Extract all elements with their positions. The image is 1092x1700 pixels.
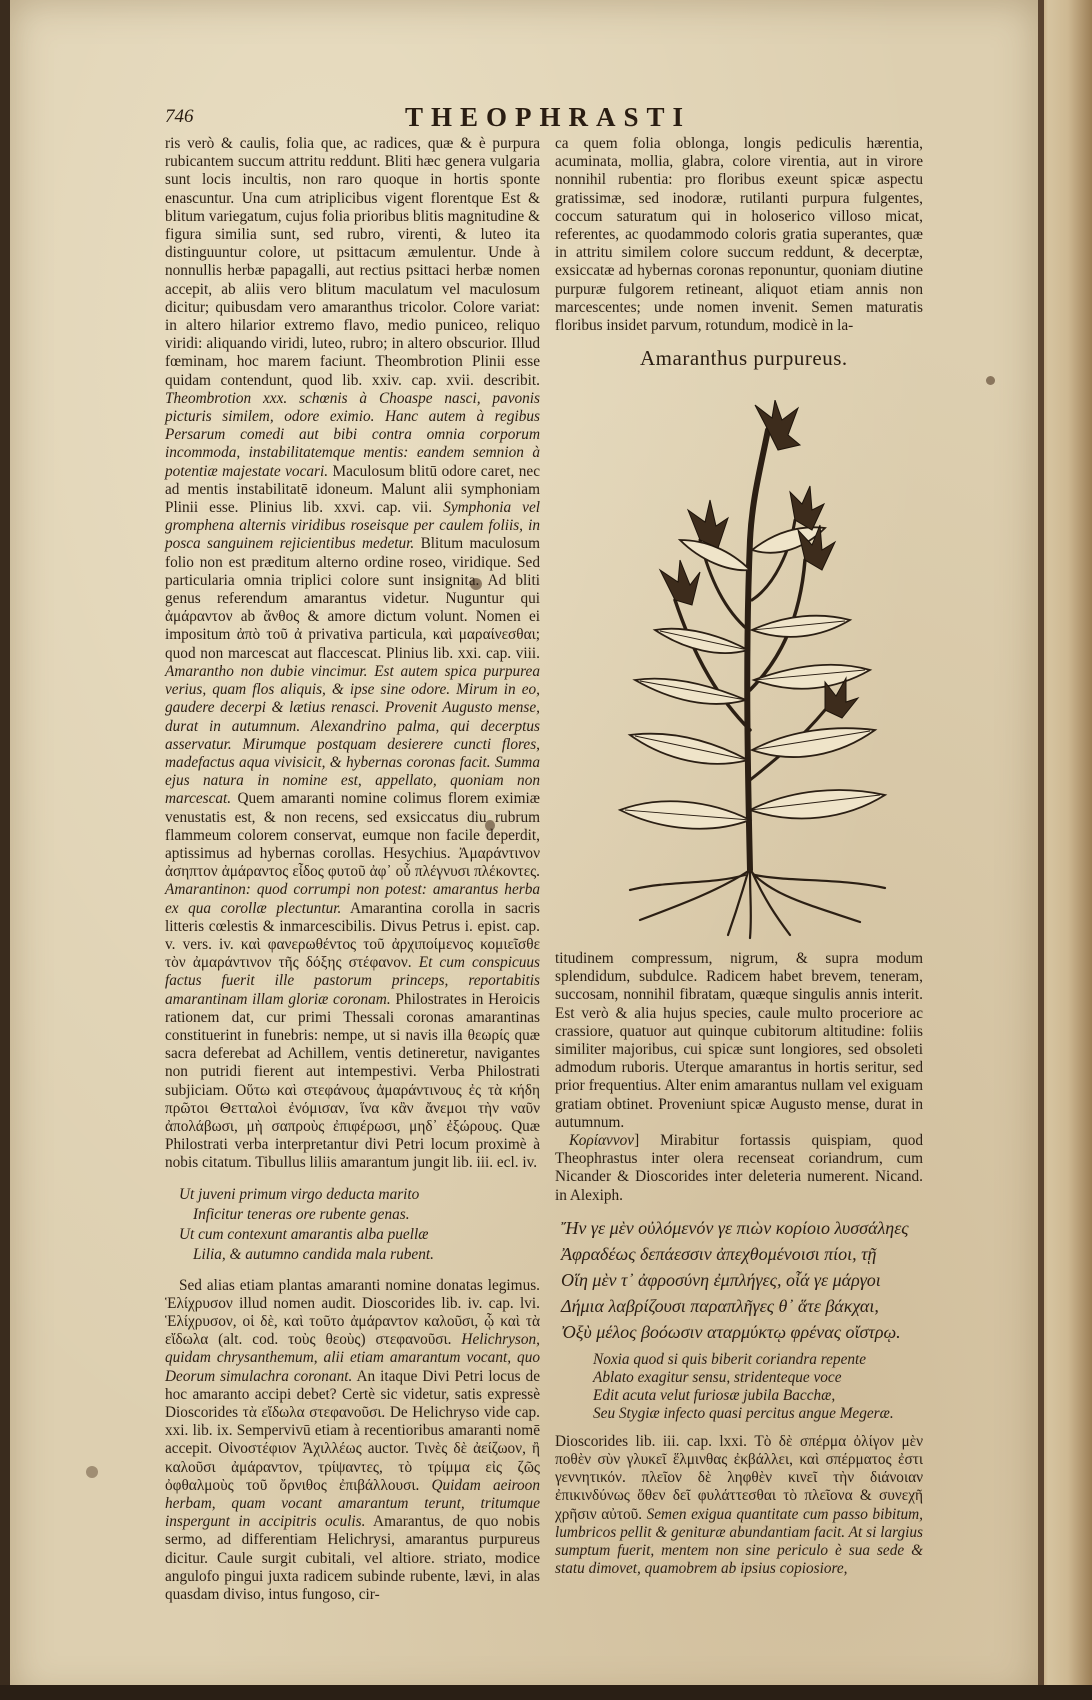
running-title: THEOPHRASTI — [405, 102, 692, 132]
quotation-italic: Symphonia vel gromphena alternis viridibus roseisque per caulem foliis, in posca sanguinem rejicientibus medetur. — [165, 499, 541, 553]
quotation-italic: Amarantho non dubie vincimur. Est autem spica purpurea verius, quam flos aliquis, & ipse sine odore. Mirum in eo, gaudere decerpi & lætius renasci. Provenit Augusto mense, durat in autumnum. Alexandrino palma, qui decerptus asservatur. Mirumque postquam desierere cuncti flores, madefactus aqua vivisicit, & hybernas coronas facit. Summa ejus natura in nomine est, appellato, quoniam non marcescat. — [165, 662, 540, 808]
left-column — [165, 135, 540, 1604]
poem-line: Inficitur teneras ore rubente genas. — [193, 1205, 410, 1223]
latin-verse-translation — [593, 1351, 923, 1423]
poem-line: Lilia, & autumno candida mala rubent. — [193, 1245, 434, 1263]
verse-line: Edit acuta velut furiosæ jubila Bacchæ, — [593, 1386, 836, 1404]
paragraph: Sed alias etiam plantas amaranti nomine donatas legimus. Ἑλίχρυσον illud nomen audit. Dioscorides lib. iv. cap. lvi. Ἑλίχρυσον, οἱ δὲ, καὶ τοῦτο ἀμάραντον καλοῦσι, ᾧ καὶ τὰ εἴδωλα (alt. cod. τοὺς θεοὺς) στεφανοῦσι. — [165, 1276, 540, 1349]
quotation-italic: Semen exigua quantitate cum passo bibitum, lumbricos pellit & genituræ abundantiam facit. At si largius sumptum fuerit, mentem non sine periculo è sua sede & statu dimovet, quamobrem ab ipsius copiosiore, — [555, 1505, 923, 1578]
poem-line: Ut juveni primum virgo deducta marito — [179, 1185, 420, 1203]
quotation-italic: Helichryson, quidam chrysanthemum, alii etiam amarantum vocant, quo Deorum simulachra coronant. — [165, 1331, 540, 1385]
paragraph: Dioscorides lib. iii. cap. lxxi. Τὸ δὲ σπέρμα ὀλίγον μὲν ποθὲν σὺν γλυκεῖ ἕλμινθας ἐκβάλλει, καὶ σπέρματος ἐστι γεννητικόν. πλεῖον δὲ ληφθὲν κινεῖ τὴν διάνοιαν ἐπικινδύνως ὅθεν δεῖ φυλάττεσθαι τὸ πλεῖονα & συνεχῆ χρῆσιν αὐτοῦ. — [555, 1432, 923, 1523]
paragraph: ] Mirabitur fortassis quispiam, quod Theophrastus inter olera recenseat coriandrum, cum Nicander & Dioscorides inter deleteria numerent. Nicand. in Alexiph. — [555, 1132, 923, 1204]
ink-blot — [986, 376, 995, 385]
quotation-italic: Quidam aeiroon herbam, quam vocant amarantum terunt, tritumque inspergunt in accipitris oculis. — [165, 1476, 540, 1531]
verse-line: Ἤν γε μὲν οὐλόμενόν γε πιὼν κορίοιο λυσσάληες — [561, 1217, 909, 1238]
paragraph: Quem amaranti nomine colimus florem eximiæ venustatis est, & non recens, sed exsiccatus diu rubrum flammeum colorem conservat, eumque non facile deperdit, aptissimus ad hybernas corollas. Hesychius. Ἀμαράντινον ἀσηπτον ἀμάραντος εἶδος φυτοῦ ἀφ᾽ οὗ πλέγνυσι πλέκοντες. — [165, 790, 540, 881]
paragraph: Blitum maculosum folio non est præditum alterno ordine roseo, viridique. Sed particularia omnia triplici colore sunt insignita. Ad bliti genus referendum amarantus videtur. Nuguntur qui ἀμάραντον ab ἄνθος & amore dictum volunt. Nomen ei impositum ἀπὸ τοῦ ἀ privativa particula, καὶ μαραίνεσθαι; quod non marcescat aut flaccescat. Plinius lib. xxi. cap. viii. — [165, 535, 540, 662]
verse-line: Ablato exagitur sensu, stridenteque voce — [593, 1368, 842, 1386]
verse-line: Οἵη μὲν τ᾽ ἀφροσύνη ἐμπλήγες, οἷά γε μάργοι — [561, 1269, 881, 1290]
paragraph: ca quem folia oblonga, longis pediculis hærentia, acuminata, mollia, glabra, colore virentia, aut in virore nonnihil rubentia: pro floribus exeunt spicæ aspectu gratissimæ, sed inodoræ, rutilanti purpura fulgentes, coccum saturatum qui in holoserico villoso micat, referentes, ac quodammodo coloris gratia superantes, quæ in attritu similem colore succum reddunt, & decerptæ, exsiccatæ ad hybernas coronas reponuntur, quoniam diutine purpuræ fulgorem retineant, aliquot etiam annis non marcescentes; unde nomen invenit. Semen maturatis floribus insidet parvum, rotundum, modicè in la- — [555, 135, 923, 335]
right-column-top — [555, 135, 923, 335]
paragraph: ris verò & caulis, folia que, ac radices, quæ & è purpura rubicantem succum attritu reddunt. Bliti hæc genera vulgaria sunt locis incultis, non raro quoque in hortis sponte enascuntur. Una cum atriplicibus vigent florentque Est & blitum variegatum, cujus folia prioribus blitis magnitudine & figura similia sunt, sed rubro, virenti, & luteo ita distinguuntur colore, ut psittacum æmulentur. Unde à nonnullis herbæ papagalli, aut rectius psittaci herbæ nomen accepit, ab aliis vero blitum maculatum vel maculosum dicitur; quibusdam vero amaranthus tricolor. Colore variat: in altero hilarior extremo flavo, medio puniceo, reliquo viridi: aliquando viridi, luteo, rubro; in altero obscurior. Illud fœminam, hoc marem faciunt. Theombrotion Plinii esse quidam contendunt, quod lib. xxiv. cap. xvii. describit. — [165, 135, 540, 389]
verse-line: Noxia quod si quis biberit coriandra repente — [593, 1350, 867, 1368]
verse-line: Ὀξὺ μέλος βοόωσιν αταρμύκτῳ φρένας οἴστρῳ. — [561, 1321, 901, 1342]
tibullus-poem — [179, 1185, 540, 1265]
quotation-italic: Et cum conspicuus factus fuerit ille pastorum princeps, reportabitis amarantinam illam gloriæ coronam. — [165, 954, 540, 1008]
quotation-italic: Amarantinon: quod corrumpi non potest: amarantus herba ex qua corollæ plectuntur. — [165, 881, 540, 917]
verse-line: Δήμια λαβρίζουσι παραπλῆγες θ᾽ ἅτε βάκχαι, — [561, 1295, 879, 1316]
paragraph: titudinem compressum, nigrum, & supra modum splendidum, subdulce. Radicem habet brevem, teneram, succosam, nonnihil fibratam, quæque singulis annis interit. Est verò & alia hujus species, caule multo proceriore ac crassiore, quatuor aut quinque cubitorum altitudine: foliis similiter majoribus, cui spicæ sunt longiores, sed obsoleti admodum ruboris. Uterque amarantus in hortis seritur, sed prior frequentius. Alter enim amarantus nullam vel exiguam gratiam obtinet. Proveniunt spicæ Augusto mense, durat in autumnum. — [555, 950, 923, 1131]
verse-line: Seu Stygiæ infecto quasi percitus angue Megeræ. — [593, 1404, 894, 1422]
poem-line: Ut cum contexunt amarantis alba puellæ — [179, 1225, 429, 1243]
nicander-greek-verse — [561, 1215, 923, 1345]
amaranth-woodcut-illustration — [600, 400, 910, 940]
lemma-greek: Κορίαννον — [569, 1132, 635, 1150]
paragraph: An itaque Divi Petri locus de hoc amaranto accipi debet? Certè sic videtur, satis expressè Dioscorides τὰ εἴδωλα στεφανοῦσι. De Helichryso vide cap. xxi. lib. ix. Sempervivū etiam à recentioribus amaranti nomē accepit. Οἰνοστέφιον Ἀχιλλέως auctor. Τινὲς δὲ ἀείζωον, ἢ καλοῦσι ἀμάραντον, τρίψαντες, τὸ τρίμμα εἰς ζῶς ὀφθαλμοὺς τοῦ ὄρνιθος ἐπιβάλλουσι. — [165, 1367, 540, 1494]
paragraph: Philostrates in Heroicis rationem dat, cur primi Thessali coronas amarantinas constituerint in funebris: nempe, ut si navis illa θεωρίς quæ sacra deferebat ad Achillem, ventis detineretur, navigantes non putridi fierent aut intempestivi. Verba Philostrati subjiciam. Οὕτω καὶ στεφάνους ἀμαράντινους ἐς τὰ κήδη πρῶτοι Θετταλοὶ ἐνόμισαν, ἵνα κἂν ἄνεμοι τὴν ναῦν ἀπολάβωσι, μὴ σαπροὺς ἐπιφέρωσι, μηδ᾽ ἐξώρους. Quæ Philostrati verba interpretantur divi Petri locum proximè à nobis citatum. Tibullus liliis amarantum jungit lib. iii. ecl. iv. — [165, 990, 540, 1172]
running-head — [165, 102, 935, 136]
quotation-italic: Theombrotion xxx. schœnis à Choaspe nasci, pavonis picturis similem, odore eximio. Hanc autem à regibus Persarum comedi aut bibi contra omnia corporum incommoda, instabilitatemque mentis: eandem semnion à potentiæ majestate vocari. — [165, 389, 540, 480]
ink-blot — [86, 1466, 98, 1478]
verse-line: Ἀφραδέως δεπάεσσιν ἀπεχθομένοισι πίοι, τῇ — [561, 1243, 877, 1264]
scan-bottom-edge — [0, 1685, 1092, 1700]
page-number: 746 — [165, 106, 194, 127]
paragraph: Amarantina corolla in sacris litteris cœlestis & inmarcescibilis. Divus Petrus i. epist. cap. v. vers. iv. καὶ φανερωθέντος τοῦ ἀρχιποίμενος κομιεῖσθε τὸν ἀμαράντινον τῆς δόξης στέφανον. — [165, 899, 541, 972]
book-fore-edge — [1038, 0, 1092, 1700]
paragraph: Maculosum blitū odore caret, nec ad mentis instabilitatē idoneum. Malunt alii symphoniam Plinii esse. Plinius lib. xxvi. cap. vii. — [165, 462, 540, 517]
paragraph: Amarantus, de quo nobis sermo, ad differentiam Helichrysi, amarantus purpureus dicitur. Caule surgit cubitali, vel altiore. striato, modice angulofo pingui juxta radicem subinde rubente, lævi, in alas quasdam diviso, intus fungoso, cir- — [165, 1513, 540, 1604]
figure-caption: Amaranthus purpureus. — [640, 346, 848, 370]
right-column-bottom — [555, 950, 923, 1578]
